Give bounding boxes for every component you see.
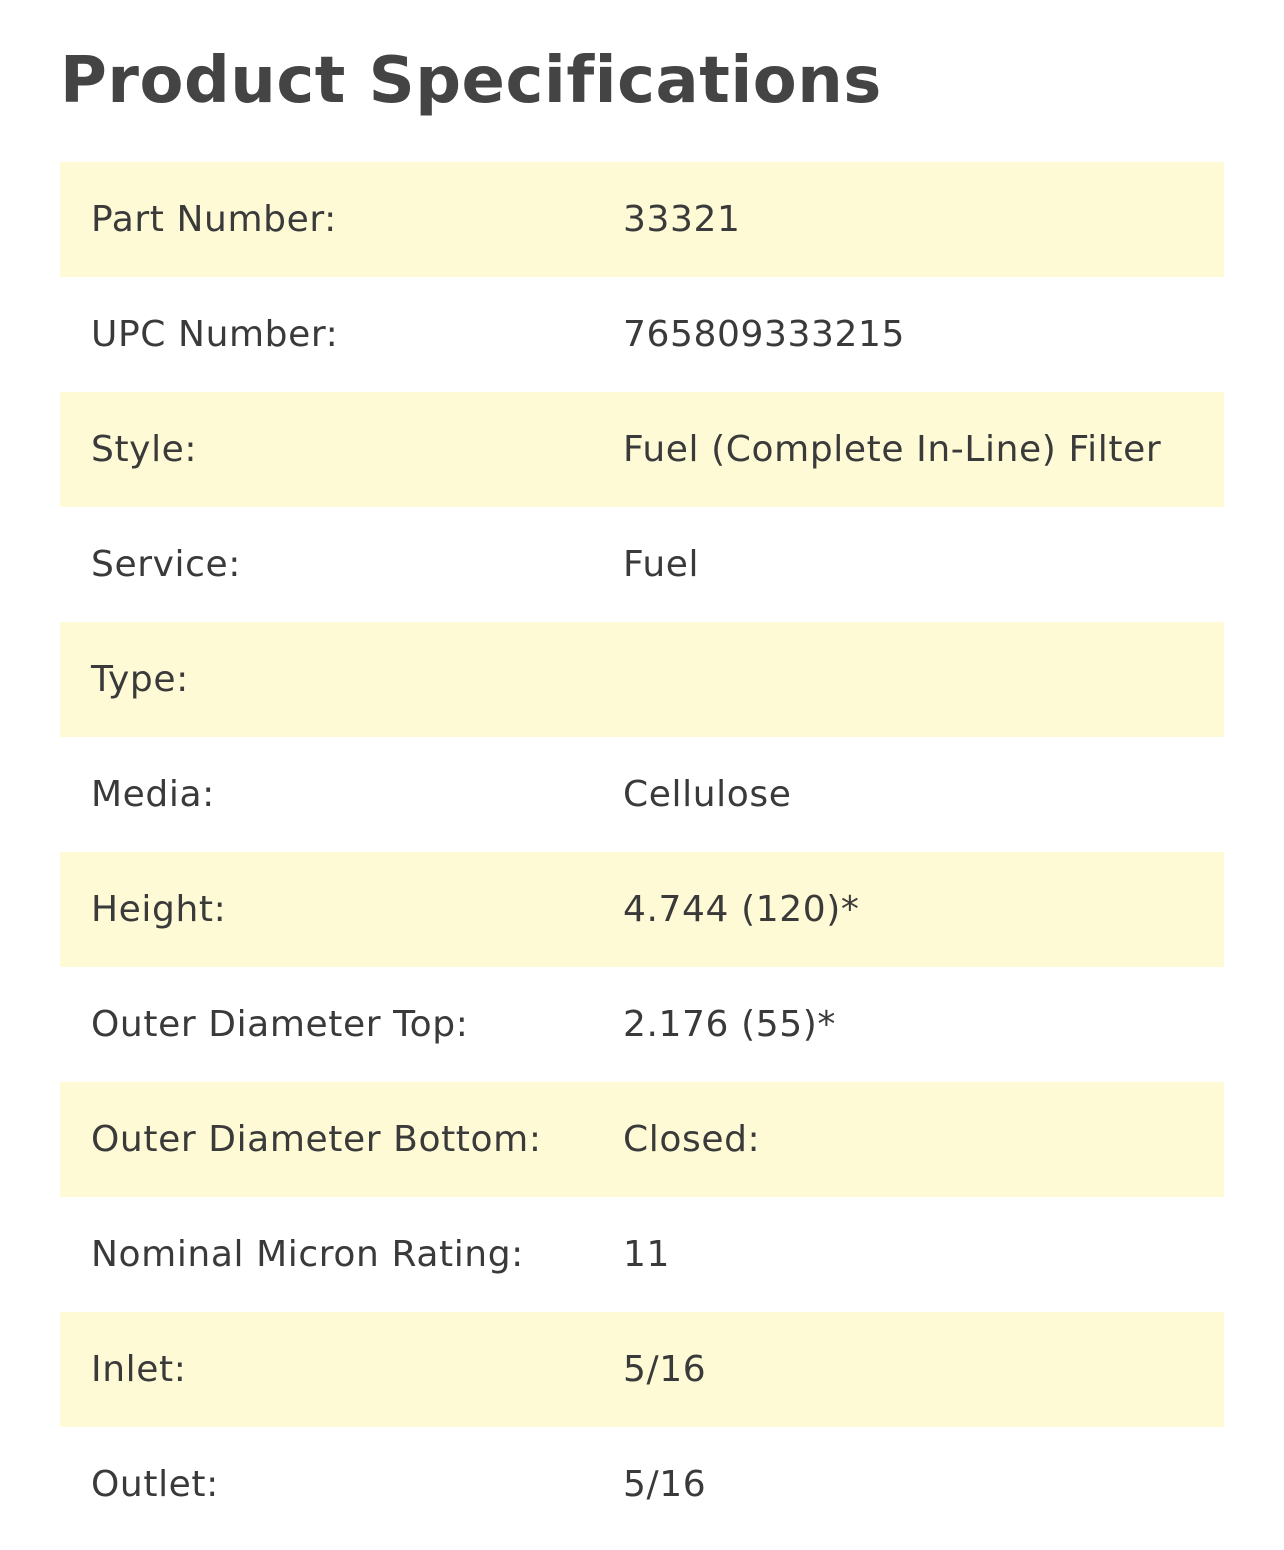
spec-row-outlet — [60, 1427, 1224, 1542]
spec-label: Outlet: — [91, 1464, 219, 1505]
spec-label: Inlet: — [91, 1349, 187, 1390]
spec-row-upc-number — [60, 277, 1224, 392]
spec-row-type — [60, 622, 1224, 737]
spec-value: 5/16 — [623, 1349, 707, 1390]
spec-label: UPC Number: — [91, 314, 339, 355]
spec-row-service — [60, 507, 1224, 622]
spec-row-height — [60, 852, 1224, 967]
scrollbar[interactable] — [1270, 795, 1284, 1550]
spec-value — [623, 622, 1224, 737]
spec-label: Outer Diameter Bottom: — [91, 1119, 542, 1160]
spec-label: Height: — [91, 889, 227, 930]
spec-label: Style: — [91, 429, 198, 470]
spec-row-media — [60, 737, 1224, 852]
spec-value: 33321 — [623, 199, 741, 240]
spec-row-style — [60, 392, 1224, 507]
spec-row-part-number — [60, 162, 1224, 277]
spec-label: Type: — [91, 659, 189, 700]
spec-label: Part Number: — [91, 199, 337, 240]
spec-value: 5/16 — [623, 1464, 707, 1505]
spec-value: 765809333215 — [623, 314, 906, 355]
spec-value: 11 — [623, 1234, 671, 1275]
spec-label: Outer Diameter Top: — [91, 1004, 469, 1045]
spec-label: Service: — [91, 544, 241, 585]
spec-label: Nominal Micron Rating: — [91, 1234, 524, 1275]
page-title: Product Specifications — [60, 44, 882, 118]
spec-value: Closed: — [623, 1119, 761, 1160]
spec-value: Fuel (Complete In-Line) Filter — [623, 429, 1162, 470]
spec-value: 4.744 (120)* — [623, 889, 860, 930]
spec-value: Cellulose — [623, 774, 792, 815]
spec-row-outer-diameter-bottom — [60, 1082, 1224, 1197]
spec-value: 2.176 (55)* — [623, 1004, 837, 1045]
spec-row-inlet — [60, 1312, 1224, 1427]
spec-table — [60, 162, 1224, 1542]
spec-row-nominal-micron-rating — [60, 1197, 1224, 1312]
spec-value: Fuel — [623, 544, 700, 585]
spec-row-outer-diameter-top — [60, 967, 1224, 1082]
spec-label: Media: — [91, 774, 215, 815]
